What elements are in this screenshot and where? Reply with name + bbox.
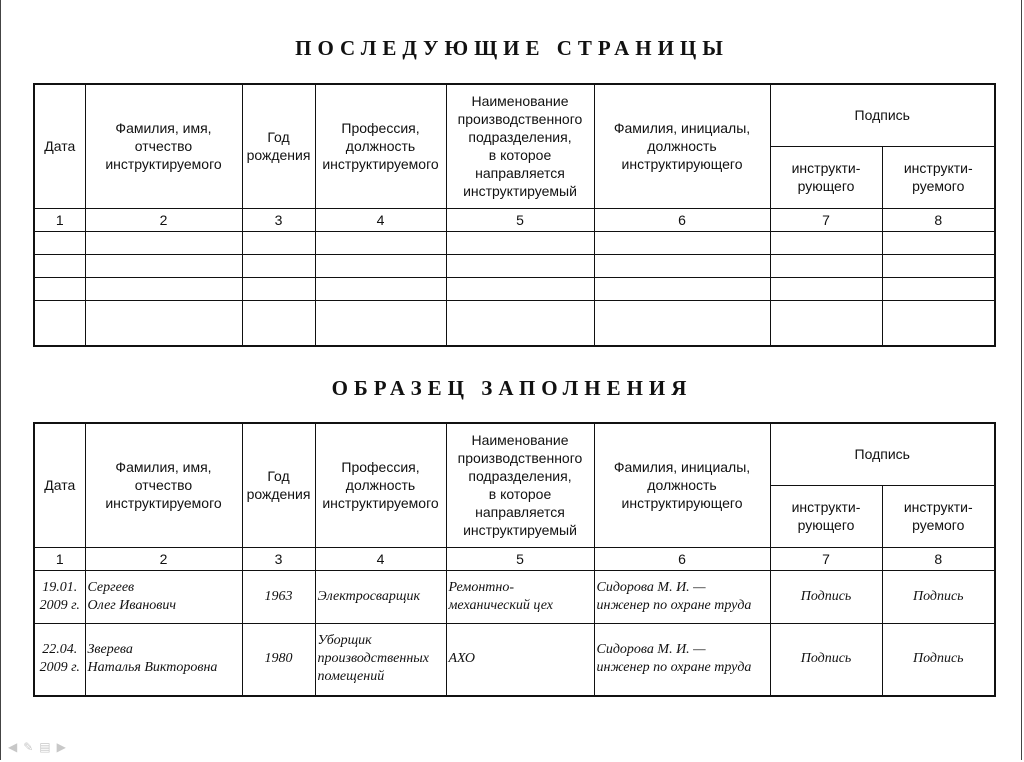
column-number: 2	[85, 547, 242, 570]
cell-profession: Электросварщик	[315, 570, 446, 623]
cell-sig-instructor: Подпись	[770, 623, 882, 696]
column-numbers-row	[34, 547, 995, 570]
menu-icon[interactable]: ▤	[39, 740, 57, 754]
column-number: 8	[882, 547, 995, 570]
column-number: 2	[85, 208, 242, 231]
column-number: 1	[34, 547, 85, 570]
column-number: 3	[242, 208, 315, 231]
cell-date: 19.01. 2009 г.	[34, 570, 85, 623]
cell-sig-instructed: Подпись	[882, 570, 995, 623]
title-sample: ОБРАЗЕЦ ЗАПОЛНЕНИЯ	[331, 376, 693, 400]
column-number: 5	[446, 547, 594, 570]
column-numbers-row	[34, 208, 995, 231]
header-date: Дата	[34, 423, 85, 547]
blank-row	[34, 300, 995, 346]
header-instructor: Фамилия, инициалы, должность инструктирующего	[594, 84, 770, 208]
header-sig-instructor: инструкти- рующего	[770, 485, 882, 547]
column-number: 1	[34, 208, 85, 231]
blank-row	[34, 277, 995, 300]
cell-year: 1980	[242, 623, 315, 696]
blank-row	[34, 254, 995, 277]
column-number: 3	[242, 547, 315, 570]
column-number: 4	[315, 208, 446, 231]
cell-year: 1963	[242, 570, 315, 623]
header-sig-instructed: инструкти- руемого	[882, 146, 995, 208]
header-sig-instructed: инструкти- руемого	[882, 485, 995, 547]
column-number: 6	[594, 547, 770, 570]
cell-profession: Уборщик производственных помещений	[315, 623, 446, 696]
slide-nav-controls[interactable]	[8, 740, 72, 754]
header-instructor: Фамилия, инициалы, должность инструктирующего	[594, 423, 770, 547]
column-number: 7	[770, 208, 882, 231]
cell-instructor: Сидорова М. И. — инженер по охране труда	[594, 570, 770, 623]
header-division: Наименование производственного подразделения, в которое направляется инструктируемый	[446, 84, 594, 208]
cell-instructor: Сидорова М. И. — инженер по охране труда	[594, 623, 770, 696]
header-signature: Подпись	[770, 84, 995, 146]
cell-sig-instructed: Подпись	[882, 623, 995, 696]
column-number: 5	[446, 208, 594, 231]
pen-icon[interactable]: ✎	[23, 740, 40, 754]
cell-division: Ремонтно- механический цех	[446, 570, 594, 623]
cell-sig-instructor: Подпись	[770, 570, 882, 623]
column-number: 6	[594, 208, 770, 231]
column-number: 7	[770, 547, 882, 570]
header-profession: Профессия, должность инструктируемого	[315, 423, 446, 547]
prev-arrow-icon[interactable]: ◀	[8, 740, 24, 754]
column-number: 4	[315, 547, 446, 570]
header-birth-year: Год рождения	[242, 84, 315, 208]
cell-division: АХО	[446, 623, 594, 696]
cell-fio: Сергеев Олег Иванович	[85, 570, 242, 623]
sample-row	[34, 570, 995, 623]
header-signature: Подпись	[770, 423, 995, 485]
header-division: Наименование производственного подразделения, в которое направляется инструктируемый	[446, 423, 594, 547]
header-date: Дата	[34, 84, 85, 208]
blank-row	[34, 231, 995, 254]
cell-fio: Зверева Наталья Викторовна	[85, 623, 242, 696]
next-arrow-icon[interactable]: ▶	[56, 740, 72, 754]
title-subsequent-pages: ПОСЛЕДУЮЩИЕ СТРАНИЦЫ	[295, 36, 729, 60]
cell-date: 22.04. 2009 г.	[34, 623, 85, 696]
header-fio: Фамилия, имя, отчество инструктируемого	[85, 84, 242, 208]
header-sig-instructor: инструкти- рующего	[770, 146, 882, 208]
header-birth-year: Год рождения	[242, 423, 315, 547]
journal-table-sample	[33, 422, 996, 697]
header-fio: Фамилия, имя, отчество инструктируемого	[85, 423, 242, 547]
column-number: 8	[882, 208, 995, 231]
journal-table-blank	[33, 83, 996, 347]
sample-row	[34, 623, 995, 696]
header-profession: Профессия, должность инструктируемого	[315, 84, 446, 208]
